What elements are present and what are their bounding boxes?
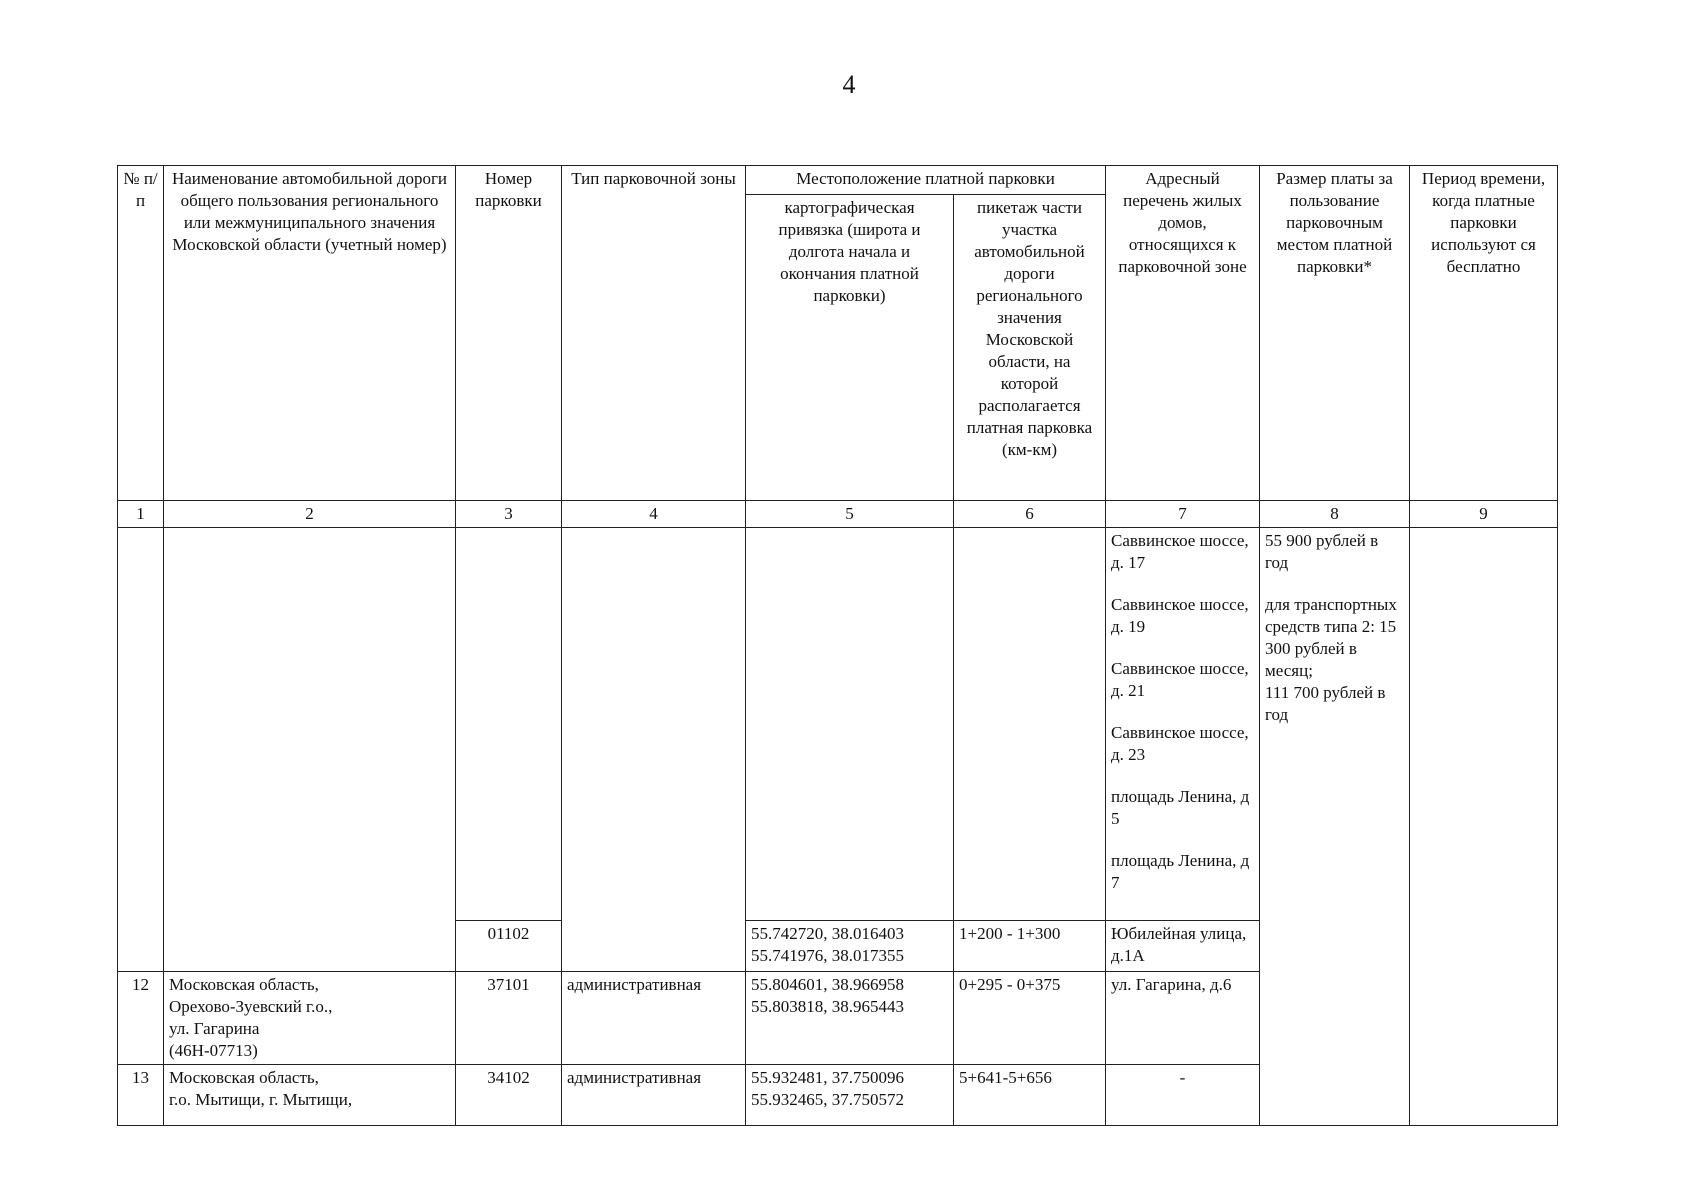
header-fee: Размер платы за пользование парковочным местом платной парковки*: [1260, 166, 1410, 501]
cell-road: Московская область, Орехово-Зуевский г.о., ул. Гагарина (46Н-07713): [164, 972, 456, 1065]
cell-parking-number: 01102: [456, 921, 562, 972]
cell-picket: 1+200 - 1+300: [954, 921, 1106, 972]
col-num-9: 9: [1410, 501, 1558, 528]
cell-address: ул. Гагарина, д.6: [1106, 972, 1260, 1065]
cell-zone-type: административная: [562, 1065, 746, 1126]
column-number-row: [118, 501, 1558, 528]
cell-coords: 55.804601, 38.966958 55.803818, 38.965443: [746, 972, 954, 1065]
list-item: Саввинское шоссе, д. 17: [1111, 531, 1249, 572]
table-row: [118, 528, 1558, 921]
cell-free-period: [1410, 528, 1558, 1126]
cell-zone-type: административная: [562, 972, 746, 1065]
cell-num: 12: [118, 972, 164, 1065]
fee-line: 55 900 рублей в год: [1265, 531, 1379, 572]
col-num-4: 4: [562, 501, 746, 528]
cell-fee: [1260, 528, 1410, 1126]
header-coords: картографическая привязка (широта и долгота начала и окончания платной парковки): [746, 195, 954, 501]
cell-picket: 0+295 - 0+375: [954, 972, 1106, 1065]
cell-num: [118, 528, 164, 972]
cell-coords: 55.932481, 37.750096 55.932465, 37.750572: [746, 1065, 954, 1126]
header-road-name: Наименование автомобильной дороги общего пользования регионального или межмуниципального значения Московской области (учетный номер): [164, 166, 456, 501]
cell-road: [164, 528, 456, 972]
cell-zone-type: [562, 528, 746, 972]
header-picket: пикетаж части участка автомобильной дороги регионального значения Московской области, на которой располагается платная парковка (км-км): [954, 195, 1106, 501]
col-num-3: 3: [456, 501, 562, 528]
header-parking-number: Номер парковки: [456, 166, 562, 501]
header-row: [118, 166, 1558, 195]
col-num-8: 8: [1260, 501, 1410, 528]
cell-num: 13: [118, 1065, 164, 1126]
col-num-5: 5: [746, 501, 954, 528]
list-item: Саввинское шоссе, д. 21: [1111, 659, 1249, 700]
fee-line: для транспортных средств типа 2: 15 300 рублей в месяц;: [1265, 595, 1397, 680]
cell-address: Юбилейная улица, д.1А: [1106, 921, 1260, 972]
fee-line: 111 700 рублей в год: [1265, 683, 1386, 724]
header-addresses: Адресный перечень жилых домов, относящихся к парковочной зоне: [1106, 166, 1260, 501]
cell-parking-number: 34102: [456, 1065, 562, 1126]
cell-picket: [954, 528, 1106, 921]
header-zone-type: Тип парковочной зоны: [562, 166, 746, 501]
list-item: площадь Ленина, д 7: [1111, 851, 1250, 892]
cell-parking-number: 37101: [456, 972, 562, 1065]
parking-table: [117, 165, 1558, 1126]
col-num-1: 1: [118, 501, 164, 528]
col-num-6: 6: [954, 501, 1106, 528]
cell-coords: [746, 528, 954, 921]
cell-address: -: [1106, 1065, 1260, 1126]
header-free-period: Период времени, когда платные парковки используют ся бесплатно: [1410, 166, 1558, 501]
col-num-7: 7: [1106, 501, 1260, 528]
col-num-2: 2: [164, 501, 456, 528]
cell-parking-number: [456, 528, 562, 921]
cell-addresses: [1106, 528, 1260, 921]
cell-road: Московская область, г.о. Мытищи, г. Мытищи,: [164, 1065, 456, 1126]
cell-picket: 5+641-5+656: [954, 1065, 1106, 1126]
header-num: № п/п: [118, 166, 164, 501]
list-item: Саввинское шоссе, д. 19: [1111, 595, 1249, 636]
list-item: Саввинское шоссе, д. 23: [1111, 723, 1249, 764]
page-number: 4: [842, 70, 856, 99]
list-item: площадь Ленина, д 5: [1111, 787, 1250, 828]
cell-coords: 55.742720, 38.016403 55.741976, 38.017355: [746, 921, 954, 972]
header-location: Местоположение платной парковки: [746, 166, 1106, 195]
